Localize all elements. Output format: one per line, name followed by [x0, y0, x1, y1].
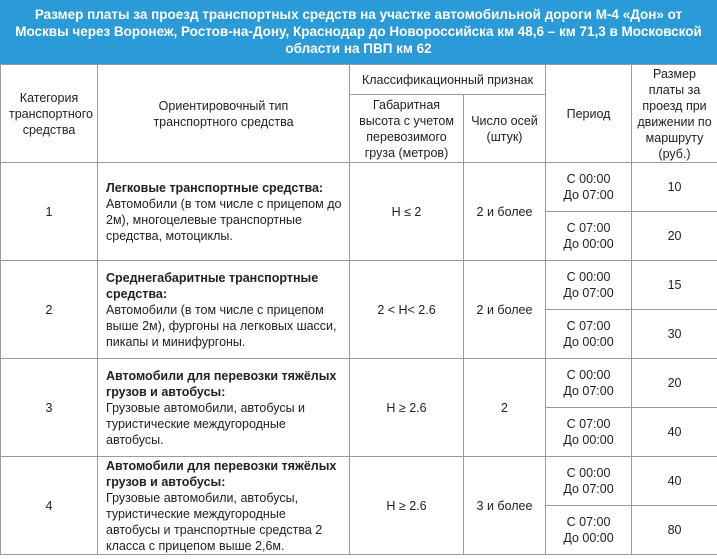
- table-body: [1, 163, 717, 555]
- vehicle-type-cell: [98, 163, 350, 261]
- table-row: [1, 457, 717, 506]
- header-height: Габаритная высота с учетом перевозимого груза (метров): [350, 95, 464, 163]
- period-from: С 07:00: [566, 221, 611, 235]
- period-to: До 00:00: [563, 433, 614, 447]
- height-cell: 2 < H< 2.6: [350, 261, 464, 359]
- header-period: Период: [546, 65, 632, 163]
- category-cell: 3: [1, 359, 98, 457]
- table-row: [1, 359, 717, 408]
- header-type: Ориентировочный тип транспортного средства: [98, 65, 350, 163]
- height-cell: H ≤ 2: [350, 163, 464, 261]
- period-from: С 07:00: [566, 417, 611, 431]
- fee-cell: 20: [632, 359, 717, 408]
- table-title: Размер платы за проезд транспортных средств на участке автомобильной дороги М-4 «Дон» от Москвы через Воронеж, Ростов-на-Дону, Краснодар до Новороссийска км 48,6 – км 71,3 в Московской области на ПВП км 62: [0, 0, 717, 64]
- category-cell: 1: [1, 163, 98, 261]
- vehicle-type-cell: [98, 261, 350, 359]
- period-from: С 07:00: [566, 319, 611, 333]
- vehicle-type-heading: Автомобили для перевозки тяжёлых грузов и автобусы:: [106, 368, 337, 399]
- period-cell: [546, 310, 632, 359]
- fee-cell: 10: [632, 163, 717, 212]
- header-category: Категория транспортного средства: [1, 65, 98, 163]
- vehicle-type-description: Грузовые автомобили, автобусы и туристические междугородные автобусы.: [106, 400, 306, 447]
- period-cell: [546, 457, 632, 506]
- vehicle-type-heading: Легковые транспортные средства:: [106, 180, 324, 195]
- period-cell: [546, 163, 632, 212]
- fee-cell: 80: [632, 506, 717, 555]
- period-from: С 07:00: [566, 515, 611, 529]
- vehicle-type-cell: [98, 457, 350, 555]
- period-to: До 07:00: [563, 286, 614, 300]
- category-cell: 2: [1, 261, 98, 359]
- fee-cell: 40: [632, 457, 717, 506]
- period-from: С 00:00: [566, 270, 611, 284]
- period-to: До 07:00: [563, 384, 614, 398]
- fee-cell: 20: [632, 212, 717, 261]
- period-from: С 00:00: [566, 368, 611, 382]
- category-cell: 4: [1, 457, 98, 555]
- period-cell: [546, 359, 632, 408]
- period-from: С 00:00: [566, 466, 611, 480]
- period-to: До 07:00: [563, 482, 614, 496]
- tariff-table: [0, 64, 717, 555]
- period-to: До 00:00: [563, 335, 614, 349]
- header-classification: Классификационный признак: [350, 65, 546, 95]
- period-cell: [546, 261, 632, 310]
- period-cell: [546, 408, 632, 457]
- period-cell: [546, 212, 632, 261]
- fee-cell: 15: [632, 261, 717, 310]
- header-fee: Размер платы за проезд при движении по маршруту (руб.): [632, 65, 717, 163]
- table-row: [1, 261, 717, 310]
- vehicle-type-heading: Среднегабаритные транспортные средства:: [106, 270, 319, 301]
- period-from: С 00:00: [566, 172, 611, 186]
- vehicle-type-description: Грузовые автомобили, автобусы, туристические междугородные автобусы и транспортные средства 2 класса с прицепом выше 2,6м.: [106, 490, 323, 553]
- table-row: [1, 163, 717, 212]
- axles-cell: 2 и более: [464, 261, 546, 359]
- header-axles: Число осей (штук): [464, 95, 546, 163]
- vehicle-type-heading: Автомобили для перевозки тяжёлых грузов и автобусы:: [106, 458, 337, 489]
- period-to: До 00:00: [563, 237, 614, 251]
- axles-cell: 2: [464, 359, 546, 457]
- vehicle-type-description: Автомобили (в том числе с прицепом до 2м), многоцелевые транспортные средства, мотоциклы.: [106, 196, 342, 243]
- fee-cell: 40: [632, 408, 717, 457]
- vehicle-type-cell: [98, 359, 350, 457]
- axles-cell: 2 и более: [464, 163, 546, 261]
- height-cell: H ≥ 2.6: [350, 457, 464, 555]
- height-cell: H ≥ 2.6: [350, 359, 464, 457]
- period-to: До 07:00: [563, 188, 614, 202]
- axles-cell: 3 и более: [464, 457, 546, 555]
- fee-cell: 30: [632, 310, 717, 359]
- period-to: До 00:00: [563, 531, 614, 545]
- vehicle-type-description: Автомобили (в том числе с прицепом выше 2м), фургоны на легковых шасси, пикапы и минифургоны.: [106, 302, 337, 349]
- period-cell: [546, 506, 632, 555]
